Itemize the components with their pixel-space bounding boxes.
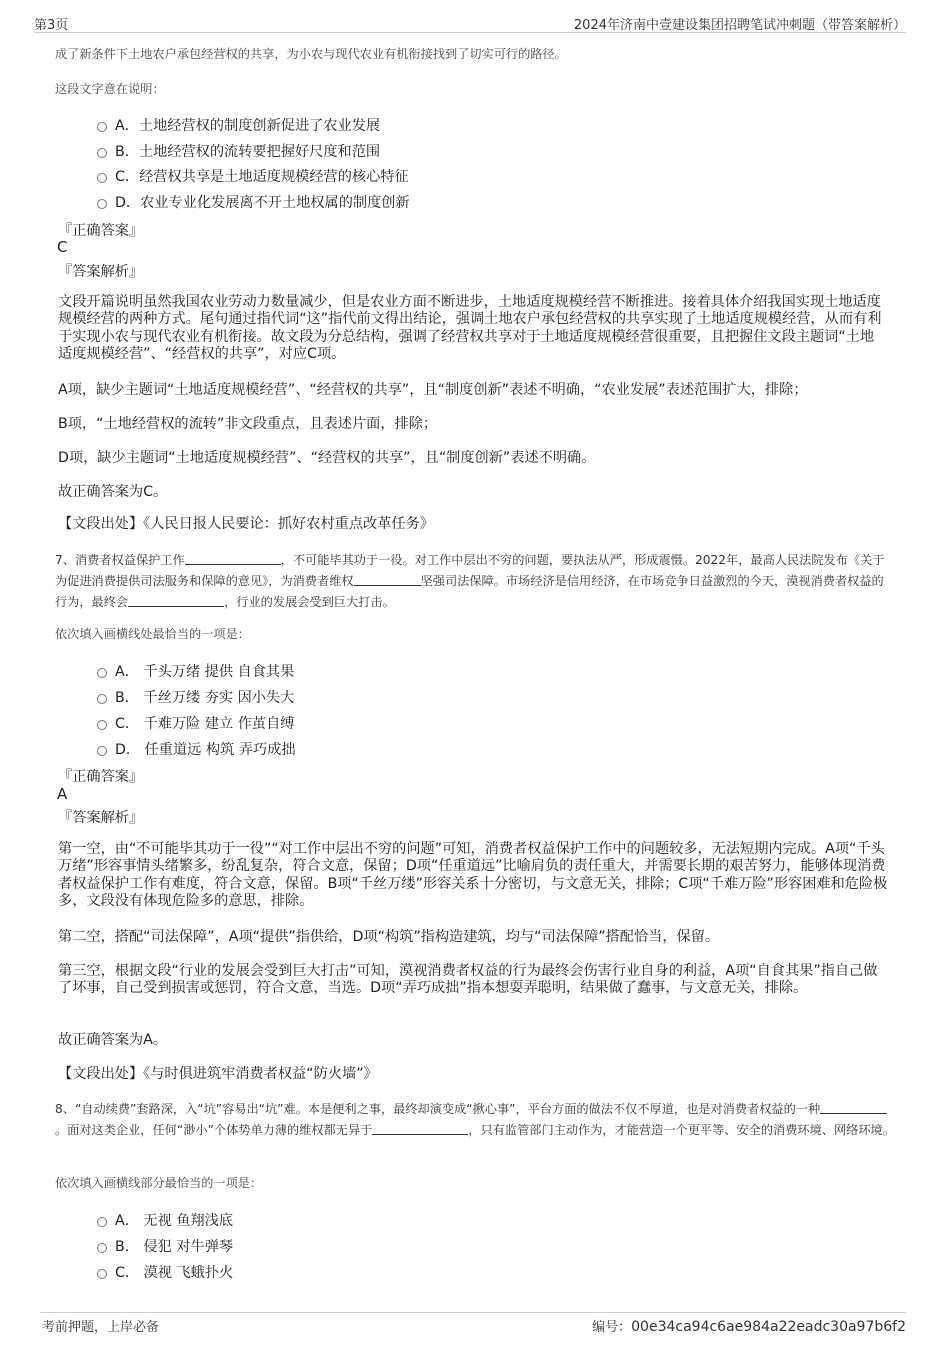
q7-analysis-blank1: 第一空，由“不可能毕其功于一役”“对工作中层出不穷的问题”可知，消费者权益保护工作中的问题较多，无法短期内完成。A项“千头万绪”形容事情头绪繁多，纷乱复杂，符合文意，保留；D项“任重道远”比喻肩负的责任重大，并需要长期的艰苦努力，能够体现消费者权益保护工作有难度，符合文意，保留。B项“千丝万缕”形容关系十分密切，与文意无关，排除；C项“千难万险”形容困难和危险极多，文段没有体现危险多的意思，排除。 [58, 841, 888, 910]
q7-analysis-blank2: 第二空，搭配“司法保障”，A项“提供”指供给，D项“构筑”指构造建筑，均与“司法保障”搭配恰当，保留。 [58, 929, 720, 945]
q7-answer: A [57, 785, 68, 803]
q6-stem-tail: 成了新条件下土地农户承包经营权的共享，为小农与现代农业有机衔接找到了切实可行的路径。 [55, 47, 567, 61]
page-footer [40, 1312, 906, 1339]
q6-answer-label: 『正确答案』 [58, 223, 144, 239]
q6-option-b[interactable]: B．土地经营权的流转要把握好尺度和范围 [97, 141, 380, 161]
q7-option-d[interactable]: D． 任重道远 构筑 弄巧成拙 [97, 739, 296, 759]
q8-stem: 8、“自动续费”套路深，入“坑”容易出“坑”难。本是便利之事，最终却演变成“揪心事”，平台方面的做法不仅不厚道，也是对消费者权益的一种。面对这类企业，任何“渺小”个体势单力薄的维权都无异于 ，只有监管部门主动作为，才能营造一个更平等、安全的消费环境、网络环境。 [55, 1102, 895, 1137]
radio-icon[interactable] [97, 122, 107, 132]
q6-analysis-label: 『答案解析』 [58, 264, 144, 280]
radio-icon[interactable] [97, 148, 107, 158]
page-header [34, 12, 906, 33]
q6-analysis-b: B项，“土地经营权的流转”非文段重点，且表述片面，排除； [58, 416, 438, 432]
radio-icon[interactable] [97, 1243, 107, 1253]
q6-conclusion: 故正确答案为C。 [58, 484, 168, 500]
q7-analysis-label: 『答案解析』 [58, 810, 144, 826]
document-code: 编号：00e34ca94c6ae984a22eadc30a97b6f2 [592, 1319, 906, 1335]
radio-icon[interactable] [97, 199, 107, 209]
radio-icon[interactable] [97, 173, 107, 183]
q6-answer: C [57, 238, 68, 256]
q8-option-c[interactable]: C． 漠视 飞蛾扑火 [97, 1262, 233, 1282]
q7-option-a[interactable]: A． 千头万绪 提供 自食其果 [97, 661, 294, 681]
q7-option-b[interactable]: B． 千丝万缕 夯实 因小失大 [97, 687, 294, 707]
q7-analysis-blank3: 第三空，根据文段“行业的发展会受到巨大打击”可知，漠视消费者权益的行为最终会伤害行业自身的利益，A项“自食其果”指自己做了坏事，自己受到损害或惩罚，符合文意，当选。D项“弄巧成拙”指本想耍弄聪明，结果做了蠢事，与文意无关，排除。 [58, 963, 878, 997]
q6-option-d[interactable]: D．农业专业化发展离不开土地权属的制度创新 [97, 192, 410, 212]
radio-icon[interactable] [97, 1217, 107, 1227]
radio-icon[interactable] [97, 694, 107, 704]
q7-conclusion: 故正确答案为A。 [58, 1032, 168, 1048]
q6-option-a[interactable]: A．土地经营权的制度创新促进了农业发展 [97, 115, 380, 135]
q8-prompt: 依次填入画横线部分最恰当的一项是： [55, 1176, 263, 1190]
q7-source: 【文段出处】《与时俱进筑牢消费者权益“防火墙”》 [58, 1066, 378, 1082]
radio-icon[interactable] [97, 746, 107, 756]
q6-analysis-d: D项，缺少主题词“土地适度规模经营”、“经营权的共享”，且“制度创新”表述不明确。 [58, 450, 596, 466]
q8-option-b[interactable]: B． 侵犯 对牛弹琴 [97, 1236, 233, 1256]
document-title: 2024年济南中壹建设集团招聘笔试冲刺题（带答案解析） [573, 18, 906, 33]
footer-slogan: 考前押题，上岸必备 [42, 1320, 160, 1335]
q7-stem: 7、消费者权益保护工作 ，不可能毕其功于一役。对工作中层出不穷的问题，要执法从严，形成震慑。2022年，最高人民法院发布《关于为促进消费提供司法服务和保障的意见》，为消费者维权 坚强司法保障。市场经济是信用经济，在市场竞争日益激烈的今天，漠视消费者权益的行为，最终会 ，行业的发展会受到巨大打击。 [55, 553, 885, 609]
radio-icon[interactable] [97, 1269, 107, 1279]
q6-source: 【文段出处】《人民日报人民要论：抓好农村重点改革任务》 [58, 516, 434, 532]
q7-prompt: 依次填入画横线处最恰当的一项是： [55, 627, 250, 641]
q6-analysis-main: 文段开篇说明虽然我国农业劳动力数量减少，但是农业方面不断进步，土地适度规模经营不断推进。接着具体介绍我国实现土地适度规模经营的两种方式。尾句通过指代词“这”指代前文得出结论，强调土地农户承包经营权的共享实现了土地适度规模经营，从而有利于实现小农与现代农业有机衔接。故文段为分总结构，强调了经营权共享对于土地适度规模经营很重要，且把握住文段主题词“土地适度规模经营”、“经营权的共享”，对应C项。 [58, 294, 882, 363]
page-number: 第3页 [34, 18, 69, 33]
q7-answer-label: 『正确答案』 [58, 769, 144, 785]
radio-icon[interactable] [97, 668, 107, 678]
q8-option-a[interactable]: A． 无视 鱼翔浅底 [97, 1210, 233, 1230]
q6-analysis-a: A项，缺少主题词“土地适度规模经营”、“经营权的共享”，且“制度创新”表述不明确，“农业发展”表述范围扩大，排除； [58, 382, 808, 398]
q7-option-c[interactable]: C． 千难万险 建立 作茧自缚 [97, 713, 295, 733]
q6-option-c[interactable]: C．经营权共享是土地适度规模经营的核心特征 [97, 166, 409, 186]
radio-icon[interactable] [97, 720, 107, 730]
q6-prompt: 这段文字意在说明： [55, 82, 165, 96]
